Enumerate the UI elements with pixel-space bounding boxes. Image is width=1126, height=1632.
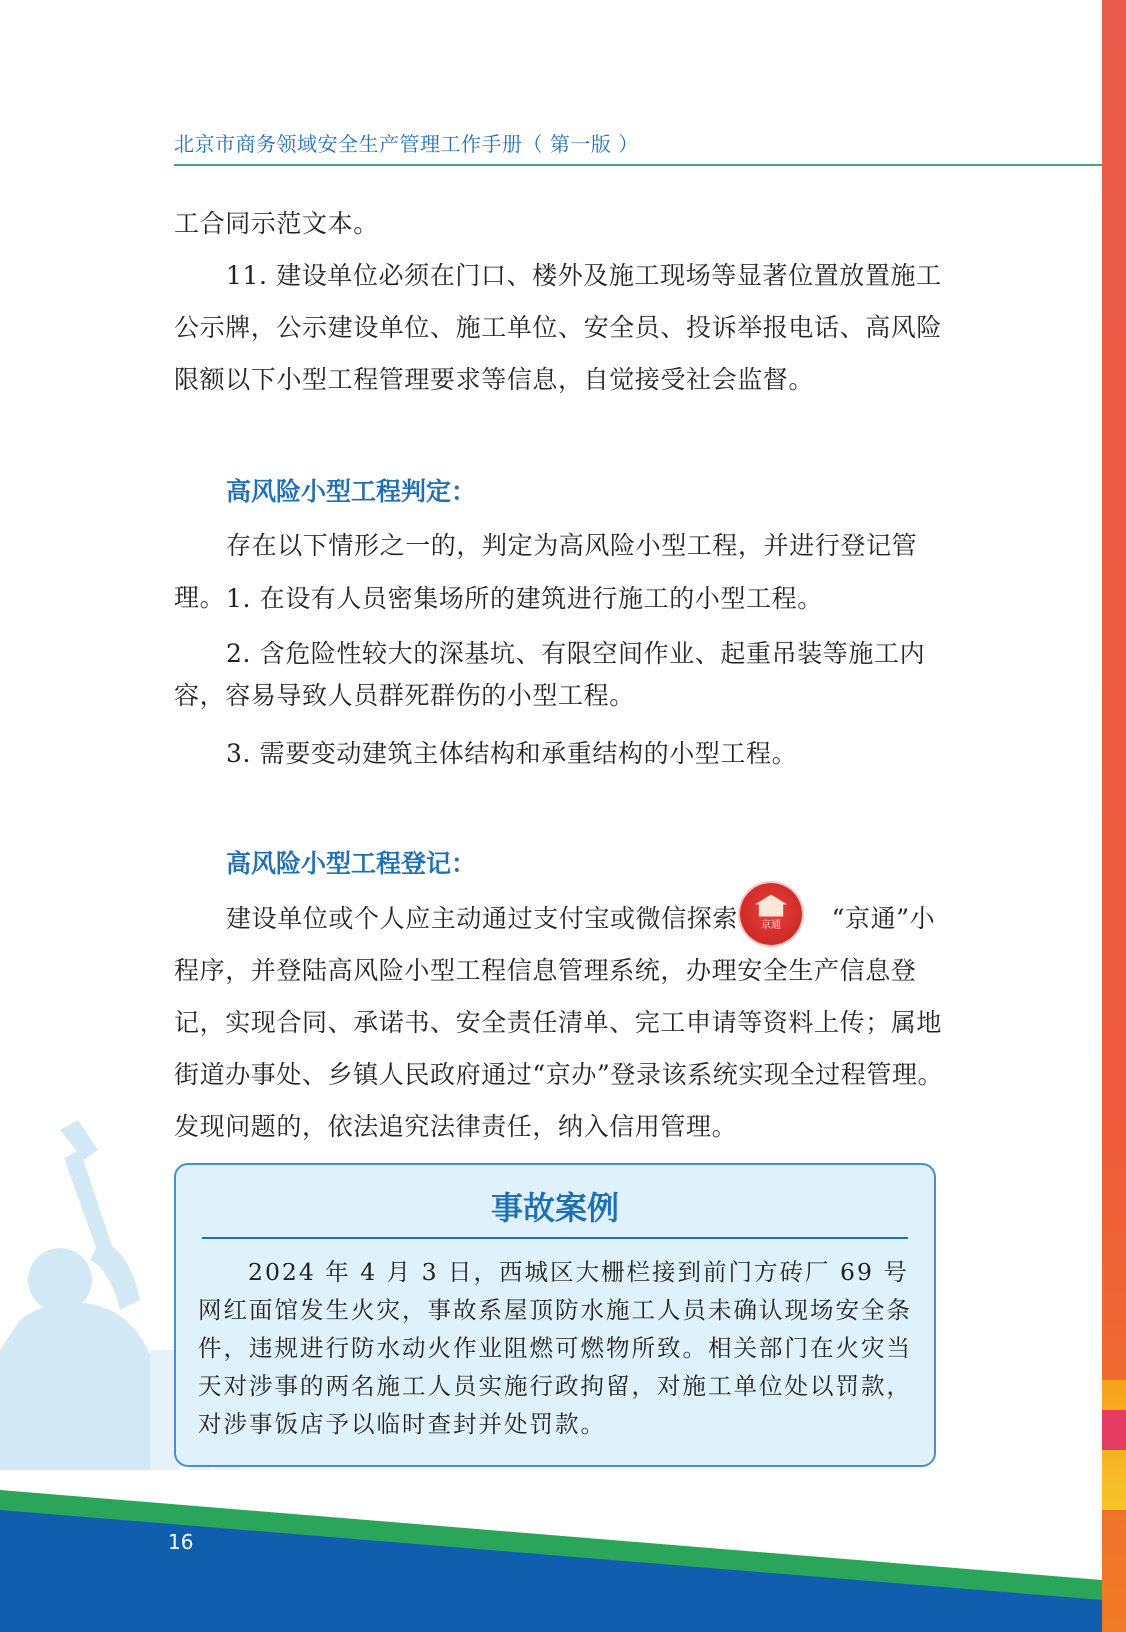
- continuation-paragraph: 工合同示范文本。: [174, 209, 379, 238]
- case-title: 事故案例: [490, 1189, 619, 1227]
- jingtong-logo-label: 京通: [761, 919, 782, 931]
- jingtong-logo-icon: [740, 883, 802, 945]
- determination-intro: 存在以下情形之一的，判定为高风险小型工程，并进行登记管理。: [174, 531, 918, 612]
- determination-item-1: 1. 在设有人员密集场所的建筑进行施工的小型工程。: [226, 584, 823, 613]
- registration-heading: 高风险小型工程登记：: [226, 849, 477, 878]
- registration-paragraph: [174, 893, 954, 1153]
- item-11-paragraph: 11. 建设单位必须在门口、楼外及施工现场等显著位置放置施工公示牌，公示建设单位、施工单位、安全员、投诉举报电话、高风险限额以下小型工程管理要求等信息，自觉接受社会监督。: [174, 261, 943, 394]
- jingtong-building-icon: [755, 895, 787, 917]
- registration-text-rest: “京通”小程序，并登陆高风险小型工程信息管理系统，办理安全生产信息登记，实现合同、承诺书、安全责任清单、完工申请等资料上传；属地街道办事处、乡镇人民政府通过“京办”登录该系统实现全过程管理。发现问题的，依法追究法律责任，纳入信用管理。: [174, 904, 944, 1141]
- accident-case-box: [174, 1163, 936, 1467]
- determination-item-3: 3. 需要变动建筑主体结构和承重结构的小型工程。: [226, 739, 798, 768]
- running-header-title: 北京市商务领域安全生产管理工作手册（ 第一版 ）: [174, 132, 639, 156]
- registration-text-start: 建设单位或个人应主动通过支付宝或微信探索: [226, 904, 739, 933]
- right-edge-accent-pink: [1102, 1410, 1126, 1450]
- bottom-color-bands: [0, 1470, 1102, 1632]
- determination-item-2: 2. 含危险性较大的深基坑、有限空间作业、起重吊装等施工内容，容易导致人员群死群伤的小型工程。: [174, 639, 926, 710]
- determination-heading: 高风险小型工程判定：: [226, 477, 477, 506]
- header-rule: [174, 164, 1102, 166]
- page-number: 16: [168, 1530, 194, 1554]
- case-title-rule: [202, 1237, 908, 1239]
- case-text: 2024 年 4 月 3 日，西城区大栅栏接到前门方砖厂 69 号网红面馆发生火灾，事故系屋顶防水施工人员未确认现场安全条件，违规进行防水动火作业阻燃可燃物所致。相关部门在火灾当天对涉事的两名施工人员实施行政拘留，对施工单位处以罚款，对涉事饭店予以临时查封并处罚款。: [198, 1258, 912, 1438]
